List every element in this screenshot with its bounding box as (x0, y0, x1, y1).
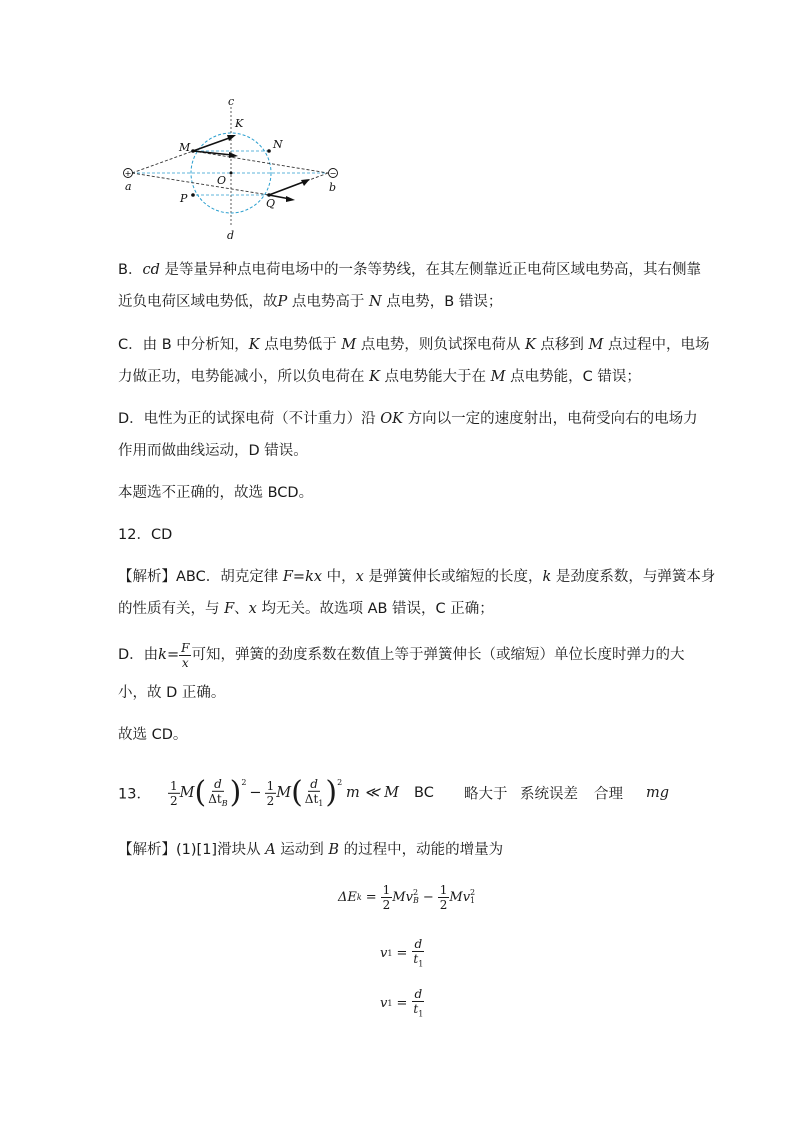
point-M (191, 149, 195, 153)
conclusion-11: 本题选不正确的，故选 BCD。 (118, 485, 314, 501)
label-K: K (235, 117, 244, 130)
label-N: N (273, 138, 283, 151)
para-d-line1: D．电性为正的试探电荷（不计重力）沿 OK 方向以一定的速度射出，电荷受向右的电场力 (118, 411, 698, 427)
arrowhead-Q-up (301, 179, 310, 186)
label-O: O (217, 174, 227, 187)
point-P (191, 193, 195, 197)
label-Q: Q (266, 197, 276, 210)
dash-a-Q (132, 173, 269, 195)
answer-13-blank2: BC (414, 785, 434, 801)
answer-13-expression: $\frac{1}{2}$ M ( $\frac{d}{\Delta t_B}$ ) $^2$ − $\frac{1}{2}$ M ( $\frac{d}{\Delta t_1}$ ) $^2$ (170, 774, 343, 810)
fraction-F-over-x: $\frac{F}{x}$ (181, 640, 190, 670)
para-b-line2: 近负电荷区域电势低，故P 点电势高于 N 点电势，B 错误； (118, 294, 503, 310)
point-O (230, 172, 233, 175)
para-d12-line1: D．由 k = $\frac{F}{x}$ 可知，弹簧的劲度系数在数值上等于弹簧伸长（或缩短）单位长度时弹力的大 (118, 640, 685, 670)
analysis-13: 【解析】(1)[1]滑块从 A 运动到 B 的过程中，动能的增量为 (118, 842, 504, 858)
equation-v1-second: v 1 = $\frac{d}{t_1}$ (380, 986, 424, 1019)
label-a: a (125, 180, 132, 193)
arrowhead-Q-right (286, 196, 295, 202)
para-b-line1: B．cd 是等量异种点电荷电场中的一条等势线，在其左侧靠近正电荷区域电势高，其右侧靠 (118, 262, 701, 278)
equation-v1-first: v 1 = $\frac{d}{t_1}$ (380, 936, 424, 969)
para-d-line2: 作用而做曲线运动，D 错误。 (118, 443, 308, 459)
arrowhead-MK (227, 135, 236, 141)
label-d: d (227, 229, 235, 242)
answer-12: 12．CD (118, 527, 173, 543)
vector-Q-up (269, 181, 306, 195)
conclusion-12: 故选 CD。 (118, 727, 188, 743)
dash-a-M (132, 151, 193, 173)
para-d12-line2: 小，故 D 正确。 (118, 685, 226, 701)
label-P: P (180, 192, 188, 205)
dash-M-b (193, 151, 328, 173)
label-M: M (179, 141, 191, 154)
analysis-12-line2: 的性质有关，与 F、x 均无关。故选项 AB 错误，C 正确； (118, 601, 494, 617)
arrowhead-M-right (229, 152, 238, 158)
vector-M-right (193, 151, 232, 155)
analysis-12-line1: 【解析】ABC．胡克定律 F=kx 中，x 是弹簧伸长或缩短的长度，k 是劲度系数，与弹簧本身 (118, 569, 716, 585)
equation-kinetic-energy: ΔE k = $\frac{1}{2}$ Mv 2 B − $\frac{1}{2}$ Mv 2 1 (338, 882, 476, 912)
svg-text:−: − (329, 169, 337, 178)
answer-13-condition: m ≪ M (346, 785, 399, 801)
para-c-line2: 力做正功，电势能减小，所以负电荷在 K 点电势能大于在 M 点电势能，C 错误； (118, 369, 641, 385)
label-c: c (228, 95, 235, 108)
field-diagram (112, 95, 352, 245)
answer-13-blank4: 系统误差 (520, 786, 578, 803)
answer-13-blank5: 合理 (594, 786, 623, 803)
point-N (267, 149, 271, 153)
vector-MK (193, 137, 232, 151)
para-c-line1: C．由 B 中分析知，K 点电势低于 M 点电势，则负试探电荷从 K 点移到 M 点过程中，电场 (118, 337, 710, 353)
svg-text:+: + (124, 169, 132, 178)
label-b: b (329, 181, 337, 194)
answer-13-blank3: 略大于 (464, 786, 508, 803)
answer-13-blank6: mg (646, 785, 670, 801)
